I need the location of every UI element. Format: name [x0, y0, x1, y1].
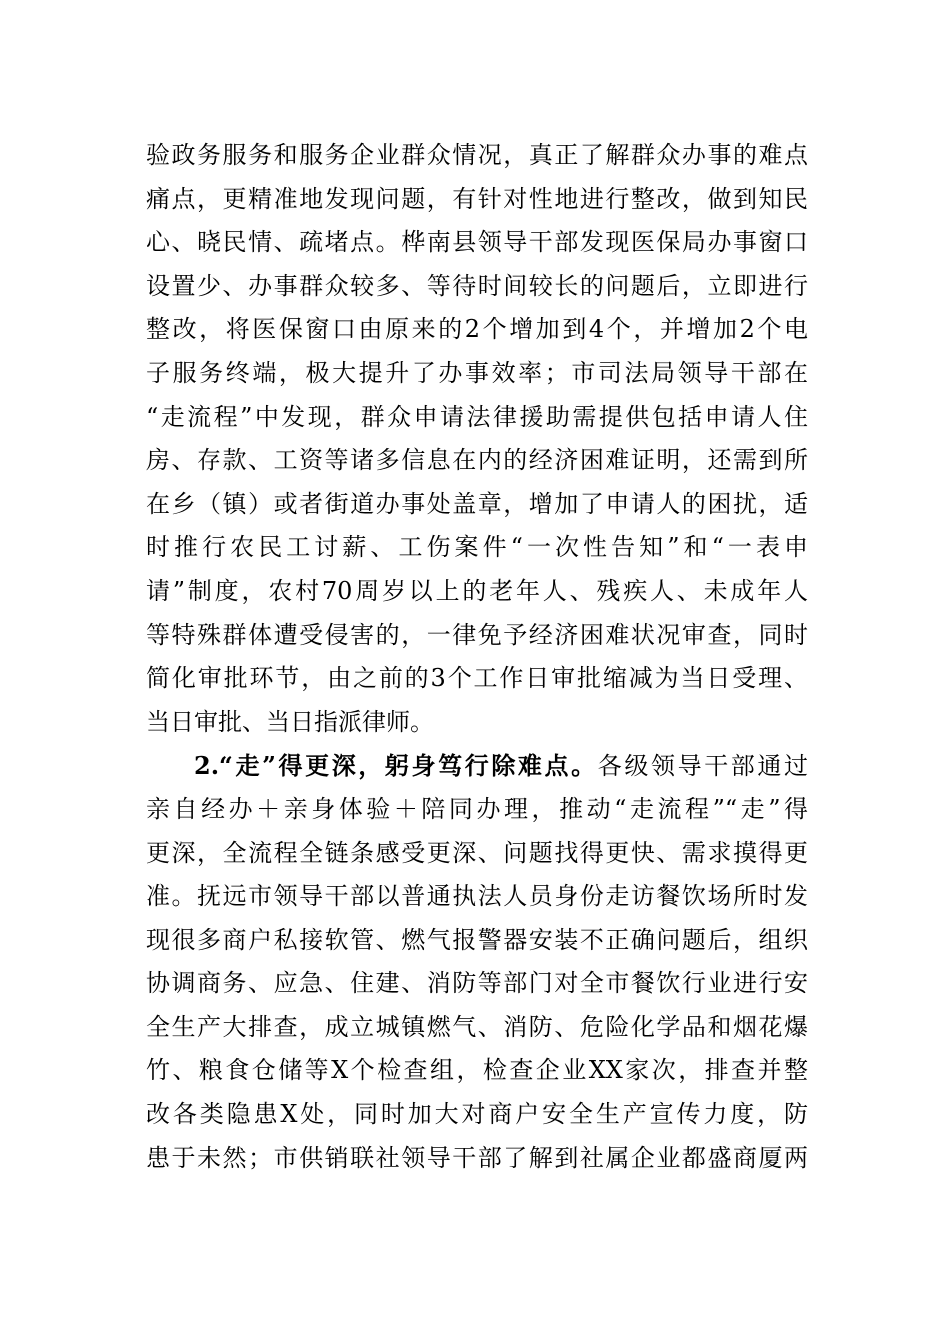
section-2-first-line-text: 各级领导干部通过 [597, 752, 808, 781]
text-line: 痛点，更精准地发现问题，有针对性地进行整改，做到知民 [146, 184, 808, 213]
text-line: 设置少、办事群众较多、等待时间较长的问题后，立即进行 [146, 271, 808, 300]
text-line: 当日审批、当日指派律师。 [146, 707, 434, 736]
text-line: 子服务终端，极大提升了办事效率；市司法局领导干部在 [146, 358, 808, 387]
text-line: 心、晓民情、疏堵点。桦南县领导干部发现医保局办事窗口 [146, 228, 808, 257]
text-line: 整改，将医保窗口由原来的2个增加到4个，并增加2个电 [146, 315, 808, 344]
text-line: 改各类隐患X处，同时加大对商户安全生产宣传力度，防 [146, 1100, 808, 1129]
text-line: 患于未然；市供销联社领导干部了解到社属企业都盛商厦两 [146, 1143, 808, 1172]
paragraph-1 [146, 134, 808, 744]
section-2-heading: 2.“走”得更深，躬身笃行除难点。 [194, 751, 598, 781]
text-line: 协调商务、应急、住建、消防等部门对全市餐饮行业进行安 [146, 969, 808, 998]
text-line: 现很多商户私接软管、燃气报警器安装不正确问题后，组织 [146, 925, 808, 954]
text-line: 亲自经办＋亲身体验＋陪同办理，推动“走流程”“走”得 [146, 794, 808, 823]
paragraph-2 [146, 744, 808, 1180]
text-line: 全生产大排查，成立城镇燃气、消防、危险化学品和烟花爆 [146, 1012, 808, 1041]
text-line: 验政务服务和服务企业群众情况，真正了解群众办事的难点 [146, 141, 808, 169]
text-line: 房、存款、工资等诸多信息在内的经济困难证明，还需到所 [146, 446, 808, 475]
text-line: 简化审批环节，由之前的3个工作日审批缩减为当日受理、 [146, 664, 808, 693]
paragraph-2-first-line [146, 744, 808, 788]
text-line: 在乡（镇）或者街道办事处盖章，增加了申请人的困扰，适 [146, 489, 808, 518]
text-line: 准。抚远市领导干部以普通执法人员身份走访餐饮场所时发 [146, 882, 808, 911]
text-line: “走流程”中发现，群众申请法律援助需提供包括申请人住 [146, 402, 808, 431]
text-line: 等特殊群体遭受侵害的，一律免予经济困难状况审查，同时 [146, 620, 808, 649]
text-line: 更深，全流程全链条感受更深、问题找得更快、需求摸得更 [146, 838, 808, 867]
text-line: 竹、粮食仓储等X个检查组，检查企业XX家次，排查并整 [146, 1056, 808, 1085]
text-line: 时推行农民工讨薪、工伤案件“一次性告知”和“一表申 [146, 533, 808, 562]
text-line: 请”制度，农村70周岁以上的老年人、残疾人、未成年人 [146, 576, 808, 605]
document-page [146, 134, 808, 1180]
